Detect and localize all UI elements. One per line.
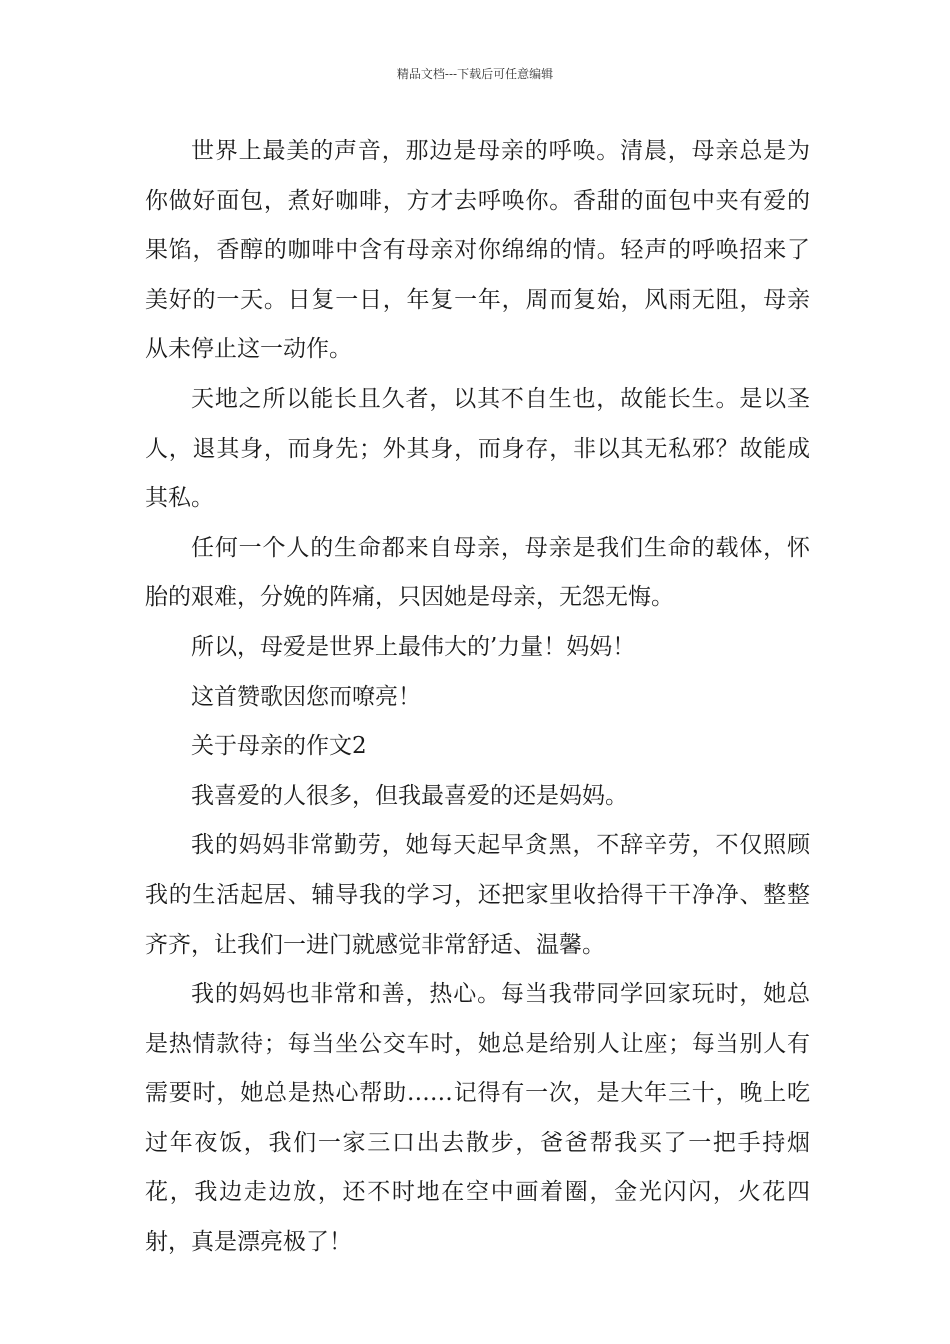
document-body xyxy=(145,127,810,1268)
paragraph: 天地之所以能长且久者，以其不自生也，故能长生。是以圣人，退其身，而身先；外其身，而身存，非以其无私邪？故能成其私。 xyxy=(145,385,810,512)
paragraph: 这首赞歌因您而嘹亮！ xyxy=(191,683,421,710)
paragraph: 所以，母爱是世界上最伟大的’力量！妈妈！ xyxy=(191,633,636,660)
paragraph: 任何一个人的生命都来自母亲，母亲是我们生命的载体，怀胎的艰难，分娩的阵痛，只因她是母亲，无怨无悔。 xyxy=(145,534,810,611)
paragraph: 我的妈妈也非常和善，热心。每当我带同学回家玩时，她总是热情款待；每当坐公交车时，她总是给别人让座；每当别人有需要时，她总是热心帮助……记得有一次，是大年三十，晚上吃过年夜饭，我们一家三口出去散步，爸爸帮我买了一把手持烟花，我边走边放，还不时地在空中画着圈，金光闪闪，火花四射，真是漂亮极了！ xyxy=(145,981,810,1256)
paragraph: 我的妈妈非常勤劳，她每天起早贪黑，不辞辛劳，不仅照顾我的生活起居、辅导我的学习，还把家里收拾得干干净净、整整齐齐，让我们一进门就感觉非常舒适、温馨。 xyxy=(145,832,810,958)
paragraph: 世界上最美的声音，那边是母亲的呼唤。清晨，母亲总是为你做好面包，煮好咖啡，方才去呼唤你。香甜的面包中夹有爱的果馅，香醇的咖啡中含有母亲对你绵绵的情。轻声的呼唤招来了美好的一天。日复一日，年复一年，周而复始，风雨无阻，母亲从未停止这一动作。 xyxy=(145,138,810,363)
page-header: 精品文档---下载后可任意编辑 xyxy=(396,67,554,81)
paragraph: 我喜爱的人很多，但我最喜爱的还是妈妈。 xyxy=(191,782,628,809)
section-title: 关于母亲的作文2 xyxy=(191,733,367,760)
